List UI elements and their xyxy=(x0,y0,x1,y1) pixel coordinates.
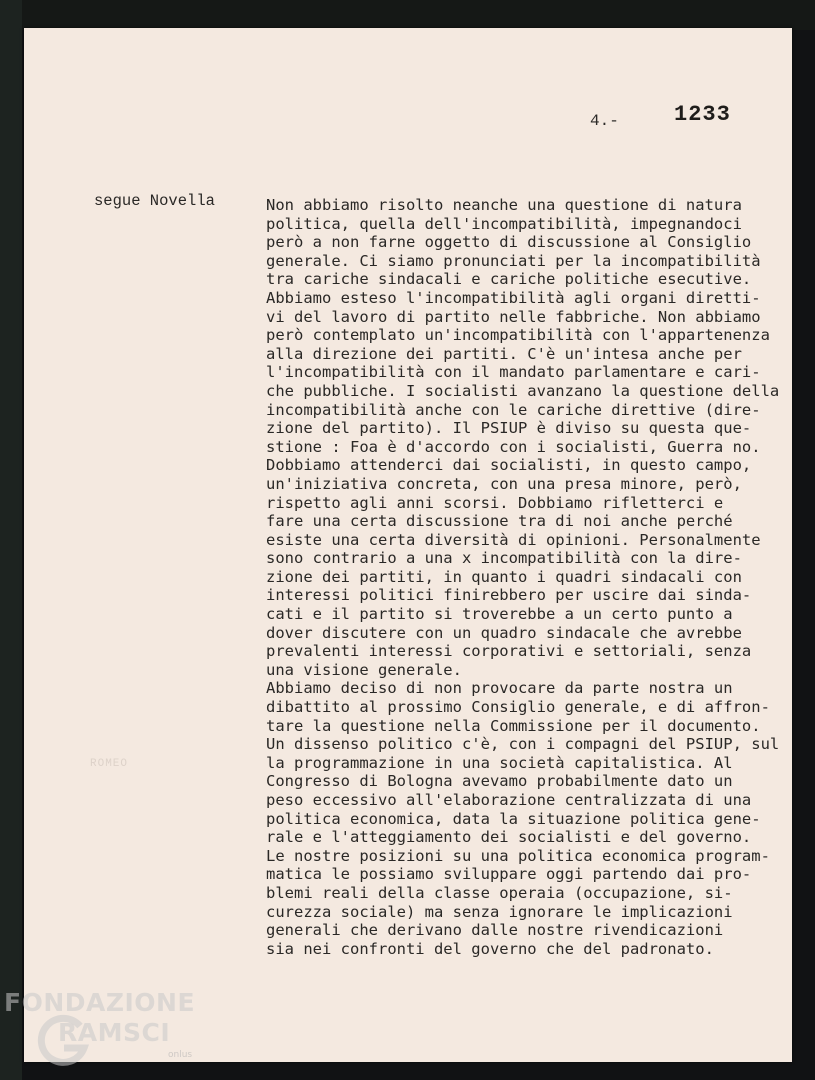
transcript-body xyxy=(266,196,786,958)
text-line: fare una certa discussione tra di noi anche perché xyxy=(266,512,733,531)
text-line: stione : Foa è d'accordo con i socialisti, Guerra no. xyxy=(266,437,761,456)
text-line: dover discutere con un quadro sindacale che avrebbe xyxy=(266,623,742,642)
text-line: però a non farne oggetto di discussione al Consiglio xyxy=(266,233,752,252)
text-line: dibattito al prossimo Consiglio generale, e di affron- xyxy=(266,698,770,717)
text-line: prevalenti interessi corporativi e settoriali, senza xyxy=(266,642,752,661)
text-line: sia nei confronti del governo che del padronato. xyxy=(266,939,714,958)
text-line: incompatibilità anche con le cariche direttive (dire- xyxy=(266,400,761,419)
text-line: rale e l'atteggiamento dei socialisti e del governo. xyxy=(266,828,752,847)
text-line: tra cariche sindacali e cariche politiche esecutive. xyxy=(266,270,752,289)
text-line: Dobbiamo attenderci dai socialisti, in questo campo, xyxy=(266,456,752,475)
speaker-note: segue Novella xyxy=(94,192,215,210)
text-line: Abbiamo esteso l'incompatibilità agli organi diretti- xyxy=(266,288,761,307)
text-line: Congresso di Bologna avevamo probabilmente dato un xyxy=(266,772,733,791)
text-line: blemi reali della classe operaia (occupazione, si- xyxy=(266,883,733,902)
text-line: tare la questione nella Commissione per il documento. xyxy=(266,716,761,735)
text-line: l'incompatibilità con il mandato parlamentare e cari- xyxy=(266,363,761,382)
text-line: cati e il partito si troverebbe a un certo punto a xyxy=(266,605,733,624)
watermark-line1: FONDAZIONE xyxy=(4,988,196,1017)
text-line: politica economica, data la situazione politica gene- xyxy=(266,809,761,828)
faded-margin-mark: ROMEO xyxy=(90,758,129,770)
scanner-backdrop-top xyxy=(0,0,815,30)
text-line: Abbiamo deciso di non provocare da parte nostra un xyxy=(266,679,733,698)
text-line: zione del partito). Il PSIUP è diviso su questa que- xyxy=(266,419,752,438)
fondazione-gramsci-watermark xyxy=(4,988,224,1078)
text-line: Un dissenso politico c'è, con i compagni del PSIUP, sul xyxy=(266,735,780,754)
text-line: politica, quella dell'incompatibilità, impegnandoci xyxy=(266,214,742,233)
text-line: curezza sociale) ma senza ignorare le implicazioni xyxy=(266,902,733,921)
text-line: interessi politici finirebbero per uscire dai sinda- xyxy=(266,586,752,605)
text-line: zione dei partiti, in quanto i quadri sindacali con xyxy=(266,567,742,586)
text-line: esiste una certa diversità di opinioni. Personalmente xyxy=(266,530,761,549)
page-number: 4.- xyxy=(590,112,619,130)
text-line: peso eccessivo all'elaborazione centralizzata di una xyxy=(266,791,752,809)
text-line: generale. Ci siamo pronunciati per la incompatibilità xyxy=(266,251,761,270)
text-line: però contemplato un'incompatibilità con l'appartenenza xyxy=(266,326,770,345)
text-line: rispetto agli anni scorsi. Dobbiamo rifletterci e xyxy=(266,493,724,512)
text-line: sono contrario a una x incompatibilità con la dire- xyxy=(266,549,742,568)
text-line: Non abbiamo risolto neanche una questione di natura xyxy=(266,196,742,214)
text-line: la programmazione in una società capitalistica. Al xyxy=(266,753,733,772)
text-line: una visione generale. xyxy=(266,660,462,679)
text-line: generali che derivano dalle nostre rivendicazioni xyxy=(266,921,724,940)
text-line: alla direzione dei partiti. C'è un'intesa anche per xyxy=(266,344,742,363)
scanner-backdrop-edge xyxy=(0,0,22,1080)
text-line: vi del lavoro di partito nelle fabbriche. Non abbiamo xyxy=(266,307,761,326)
watermark-line2: RAMSCI xyxy=(58,1018,171,1047)
document-page xyxy=(24,28,792,1062)
text-line: Le nostre posizioni su una politica economica program- xyxy=(266,846,770,865)
text-line: matica le possiamo sviluppare oggi partendo dai pro- xyxy=(266,865,752,884)
text-line: un'iniziativa concreta, con una presa minore, però, xyxy=(266,474,742,493)
text-line: che pubbliche. I socialisti avanzano la questione della xyxy=(266,381,780,400)
watermark-tag: onlus xyxy=(168,1050,193,1060)
document-id: 1233 xyxy=(674,102,731,127)
